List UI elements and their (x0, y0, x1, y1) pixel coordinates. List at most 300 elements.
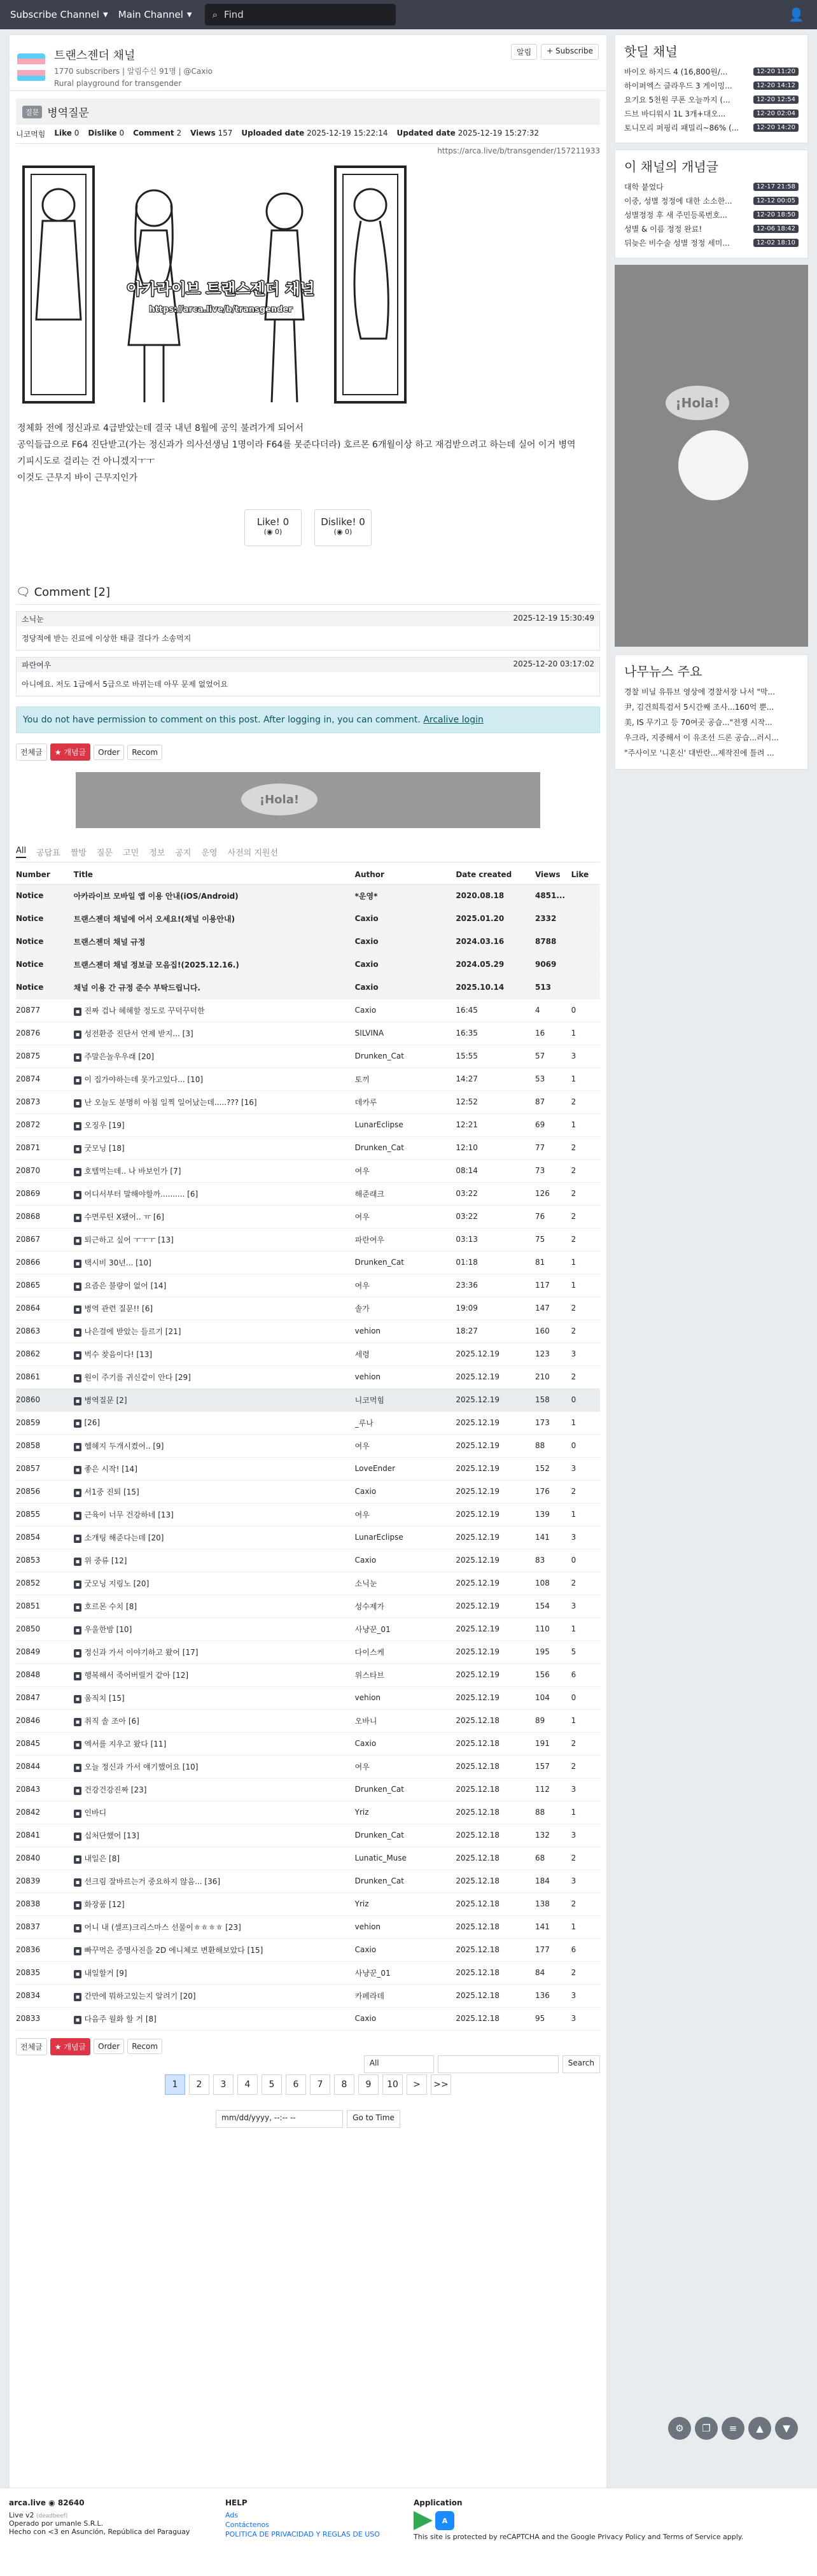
channel-name[interactable]: 트랜스젠더 채널 (54, 49, 136, 62)
footer (0, 2488, 817, 2576)
table-cell: 20854 (16, 1526, 74, 1549)
table-cell[interactable]: ▪ 호르몬 수치 [8] (74, 1594, 355, 1617)
table-cell[interactable]: ▪ 행복해서 죽어버릴거 같아 [12] (74, 1663, 355, 1686)
tab-1[interactable]: 공답표 (36, 848, 60, 858)
table-row[interactable] (16, 1480, 600, 1503)
table-row[interactable] (16, 1663, 600, 1686)
footer-link-contact[interactable]: Contáctenos (225, 2521, 269, 2529)
table-cell[interactable]: *운영* (355, 884, 456, 907)
footer-link-privacy[interactable]: POLITICA DE PRIVACIDAD Y REGLAS DE USO (225, 2530, 380, 2538)
table-cell[interactable]: ▪ 진짜 겁나 헤헤할 정도로 꾸덕꾸덕한 (74, 999, 355, 1022)
table-cell[interactable]: 오바니 (355, 1709, 456, 1732)
table-row[interactable] (16, 1801, 600, 1824)
table-cell[interactable]: LunarEclipse (355, 1526, 456, 1549)
table-row[interactable] (16, 1869, 600, 1892)
list-toolbar-bottom (16, 2038, 600, 2055)
category-badge: ▪ (74, 1328, 82, 1337)
goto-time-button[interactable]: Go to Time (347, 2110, 400, 2128)
sidebar-list-item[interactable] (624, 66, 799, 77)
table-row[interactable] (16, 1320, 600, 1342)
table-cell[interactable]: ▪ 병역 관련 질문!! [6] (74, 1297, 355, 1320)
sidebar-list-item[interactable] (624, 237, 799, 248)
table-row[interactable] (16, 976, 600, 999)
table-cell[interactable]: vehion (355, 1365, 456, 1388)
post-url[interactable]: https://arca.live/b/transgender/157211933 (437, 146, 600, 155)
category-badge: ▪ (74, 1947, 82, 1955)
page-button[interactable]: 2 (189, 2074, 209, 2095)
table-cell[interactable]: ▪ 요즘은 불량이 없어 [14] (74, 1274, 355, 1297)
table-cell: 2025.12.19 (456, 1388, 535, 1411)
table-cell: 141 (535, 1526, 571, 1549)
uploaded-label: Uploaded date (241, 129, 305, 137)
table-cell[interactable]: 여우 (355, 1755, 456, 1778)
table-row[interactable] (16, 1022, 600, 1045)
table-row[interactable] (16, 1594, 600, 1617)
table-cell: 2 (571, 1755, 600, 1778)
table-cell[interactable]: 트랜스젠더 채널에 어서 오세요!(채널 이용안내) (74, 907, 355, 930)
table-cell: 20843 (16, 1778, 74, 1801)
search-scope-select[interactable]: All (364, 2055, 434, 2073)
table-cell[interactable]: ▪ 취직 솔 조아 [6] (74, 1709, 355, 1732)
table-cell[interactable]: Drunken_Cat (355, 1869, 456, 1892)
table-row[interactable] (16, 1457, 600, 1480)
table-row[interactable] (16, 1182, 600, 1205)
table-cell[interactable]: ▪ 택시비 30년... [10] (74, 1251, 355, 1274)
table-cell[interactable]: LunarEclipse (355, 1113, 456, 1136)
user-icon[interactable]: 👤 (788, 7, 804, 22)
table-cell[interactable]: 소닉눈 (355, 1572, 456, 1594)
table-cell: 2025.12.19 (456, 1594, 535, 1617)
table-cell[interactable]: ▪ 내일은 [8] (74, 1847, 355, 1869)
item-title: 토니모리 퍼핑리 패밀리~86% (... (624, 123, 739, 132)
news-item[interactable]: 美, IS 무기고 등 70여곳 공습..."전쟁 시작... (624, 718, 772, 727)
table-cell: 191 (535, 1732, 571, 1755)
page-button[interactable]: 8 (334, 2074, 354, 2095)
table-cell[interactable]: ▪ 퇴근하고 싶어 ㅜㅜㅜ [13] (74, 1228, 355, 1251)
table-row[interactable] (16, 1411, 600, 1434)
table-cell[interactable]: ▪ 정신과 가서 이야기하고 왔어 [17] (74, 1640, 355, 1663)
table-cell: 112 (535, 1778, 571, 1801)
table-cell: 18:27 (456, 1320, 535, 1342)
tab-4[interactable]: 고민 (123, 848, 139, 858)
table-row[interactable] (16, 1503, 600, 1526)
table-row[interactable] (16, 1090, 600, 1113)
settings-icon[interactable]: ⚙ (668, 2417, 691, 2440)
table-row[interactable] (16, 1342, 600, 1365)
tab-0[interactable]: All (16, 846, 26, 858)
sidebar-list-item[interactable] (624, 223, 799, 234)
table-cell[interactable]: ▪ 선크림 잘바르는거 중요하지 않음... [36] (74, 1869, 355, 1892)
recom-select[interactable]: Recom (127, 745, 162, 760)
table-cell[interactable]: Caxio (355, 1938, 456, 1961)
table-cell: 20866 (16, 1251, 74, 1274)
alarm-button[interactable]: 알림 (511, 44, 537, 60)
table-cell[interactable]: ▪ 오징우 [19] (74, 1113, 355, 1136)
table-cell[interactable]: ▪ 주말은놀우우래 [20] (74, 1045, 355, 1067)
table-row[interactable] (16, 2007, 600, 2030)
footer-logo[interactable]: arca.live (9, 2498, 46, 2507)
table-cell: 136 (535, 1984, 571, 2007)
table-cell[interactable]: ▪ 이 집가야하는데 못가고있다... [10] (74, 1067, 355, 1090)
column-header: Like (571, 865, 600, 884)
news-item[interactable]: "주사이모 '니혼신' 대반란...제작진에 틀려 ... (624, 749, 774, 757)
sidebar-list-item[interactable] (624, 195, 799, 206)
table-cell[interactable]: ▪ 엑서를 지우고 왔다 [11] (74, 1732, 355, 1755)
date-input[interactable]: mm/dd/yyyy, --:-- -- (216, 2110, 343, 2128)
table-cell[interactable]: 아카라이브 모바일 앱 이용 안내(iOS/Android) (74, 884, 355, 907)
table-cell[interactable]: ▪ 우울한밤 [10] (74, 1617, 355, 1640)
table-cell: 2 (571, 1572, 600, 1594)
table-cell: 4851... (535, 884, 571, 907)
tab-3[interactable]: 질문 (96, 848, 113, 858)
table-cell[interactable]: vehion (355, 1915, 456, 1938)
table-row[interactable] (16, 1847, 600, 1869)
table-cell[interactable]: ▪ 인바디 (74, 1801, 355, 1824)
concept-title[interactable]: 이 채널의 개념글 (624, 159, 718, 174)
sidebar-list-item[interactable] (624, 94, 799, 105)
table-cell[interactable]: Drunken_Cat (355, 1824, 456, 1847)
table-cell[interactable]: Caxio (355, 1480, 456, 1503)
table-cell[interactable]: 위스타브 (355, 1663, 456, 1686)
table-cell[interactable]: Yriz (355, 1801, 456, 1824)
hotdeal-box (615, 34, 808, 143)
item-time: 12-12 00:05 (753, 197, 799, 205)
table-cell[interactable]: ▪ 성전환증 진단서 언제 받지... [3] (74, 1022, 355, 1045)
tab-7[interactable]: 운영 (201, 848, 218, 858)
table-row[interactable] (16, 1067, 600, 1090)
table-cell: 20855 (16, 1503, 74, 1526)
comment-author[interactable]: 파란여우 (22, 661, 52, 670)
table-cell[interactable]: 파란여우 (355, 1228, 456, 1251)
google-play-icon[interactable] (414, 2511, 433, 2530)
table-cell[interactable]: vehion (355, 1320, 456, 1342)
table-row[interactable] (16, 1251, 600, 1274)
table-row[interactable] (16, 1113, 600, 1136)
page-button[interactable]: 3 (213, 2074, 234, 2095)
table-cell[interactable]: ▪ 호텔먹는데.. 나 바보인가 [7] (74, 1159, 355, 1182)
hotdeal-title[interactable]: 핫딜 채널 (624, 44, 678, 59)
table-cell: 2025.12.19 (456, 1617, 535, 1640)
table-cell[interactable]: 여우 (355, 1159, 456, 1182)
main-channel-menu[interactable] (118, 9, 192, 20)
table-cell[interactable]: Drunken_Cat (355, 1251, 456, 1274)
table-cell: 2 (571, 1892, 600, 1915)
table-row[interactable] (16, 1640, 600, 1663)
table-cell: 2024.05.29 (456, 953, 535, 976)
page-button[interactable]: 10 (382, 2074, 403, 2095)
table-cell: 139 (535, 1503, 571, 1526)
scroll-up-icon[interactable]: ▲ (748, 2417, 771, 2440)
news-item[interactable]: 尹, 김건희특검서 5시간째 조사...160억 뿐... (624, 703, 774, 712)
table-row[interactable] (16, 1778, 600, 1801)
item-title: 요기요 5천원 쿠폰 오늘까지 (... (624, 95, 730, 104)
table-cell: 69 (535, 1113, 571, 1136)
table-row[interactable] (16, 1297, 600, 1320)
table-cell: 20859 (16, 1411, 74, 1434)
table-cell[interactable]: 다이스케 (355, 1640, 456, 1663)
table-row[interactable] (16, 953, 600, 976)
table-cell[interactable]: Caxio (355, 999, 456, 1022)
table-cell[interactable]: ▪ 위 중류 [12] (74, 1549, 355, 1572)
table-row[interactable] (16, 1686, 600, 1709)
table-cell: 160 (535, 1320, 571, 1342)
all-posts-button[interactable]: 전체글 (16, 2038, 47, 2055)
table-row[interactable] (16, 1755, 600, 1778)
tab-8[interactable]: 사전의 지원선 (227, 848, 279, 858)
copy-icon[interactable]: ❐ (695, 2417, 718, 2440)
like-button[interactable] (244, 509, 302, 546)
search-input[interactable] (205, 4, 396, 25)
table-cell[interactable]: 트랜스젠더 채널 규정 (74, 930, 355, 953)
table-cell[interactable]: ▪ 서1중 진퇴 [15] (74, 1480, 355, 1503)
table-cell[interactable]: ▪ 굿모닝 지링노 [20] (74, 1572, 355, 1594)
table-cell[interactable]: Caxio (355, 976, 456, 999)
app-store-icon[interactable]: A (435, 2511, 454, 2530)
page-button[interactable]: 7 (310, 2074, 330, 2095)
table-cell[interactable]: ▪ 소개팅 해준다는데 [20] (74, 1526, 355, 1549)
dislike-button[interactable] (314, 509, 372, 546)
table-cell[interactable]: ▪ 빠꾸먹은 증명사진을 2D 에니체로 변환해보았다 [15] (74, 1938, 355, 1961)
board-search-input[interactable] (438, 2055, 559, 2073)
table-cell: 76 (535, 1205, 571, 1228)
table-row[interactable] (16, 1892, 600, 1915)
table-cell: 16:45 (456, 999, 535, 1022)
table-cell[interactable]: 세령 (355, 1342, 456, 1365)
table-cell[interactable]: Yriz (355, 1892, 456, 1915)
like-button-label: Like! (256, 516, 280, 528)
table-row[interactable] (16, 1824, 600, 1847)
table-cell[interactable]: 트랜스젠더 채널 정보글 모음집!(2025.12.16.) (74, 953, 355, 976)
table-cell[interactable]: ▪ [26] (74, 1411, 355, 1434)
table-cell[interactable]: ▪ 벅수 찾음이다! [13] (74, 1342, 355, 1365)
table-cell[interactable]: Caxio (355, 907, 456, 930)
order-select[interactable]: Order (94, 2039, 124, 2054)
table-cell[interactable]: Drunken_Cat (355, 1045, 456, 1067)
table-cell[interactable]: 사냥꾼_01 (355, 1617, 456, 1640)
main-content (9, 34, 607, 2498)
page-button[interactable]: 6 (286, 2074, 306, 2095)
tab-5[interactable]: 정보 (149, 848, 165, 858)
board-search-button[interactable]: Search (562, 2055, 600, 2073)
table-row[interactable] (16, 1549, 600, 1572)
best-posts-button[interactable]: ★ 개념글 (50, 2038, 90, 2055)
table-cell[interactable]: 여우 (355, 1274, 456, 1297)
table-cell[interactable]: ▪ 원이 주기를 귀신같이 안다 [29] (74, 1365, 355, 1388)
table-cell[interactable]: 토끼 (355, 1067, 456, 1090)
table-cell: 20857 (16, 1457, 74, 1480)
sidebar-list-item[interactable] (624, 181, 799, 192)
table-cell: 3 (571, 1342, 600, 1365)
table-row[interactable] (16, 1984, 600, 2007)
like-button-sub: (◉ 0) (263, 528, 283, 536)
page-next-button[interactable]: > (407, 2074, 427, 2095)
dislike-count: 0 (119, 129, 125, 137)
table-cell: 1 (571, 1411, 600, 1434)
sidebar-list-item[interactable] (624, 209, 799, 220)
table-cell: 2025.12.19 (456, 1686, 535, 1709)
table-row[interactable] (16, 1617, 600, 1640)
views-count: 157 (218, 129, 233, 137)
like-count: 0 (74, 129, 80, 137)
subscribe-channel-label: Subscribe Channel (10, 9, 100, 20)
tab-2[interactable]: 짤방 (70, 848, 87, 858)
table-cell[interactable]: ▪ 움직치 [15] (74, 1686, 355, 1709)
table-cell[interactable]: ▪ 병역질문 [2] (74, 1388, 355, 1411)
table-cell[interactable]: ▪ 좋은 시작! [14] (74, 1457, 355, 1480)
table-row[interactable] (16, 907, 600, 930)
table-row[interactable] (16, 1045, 600, 1067)
table-cell: 4 (535, 999, 571, 1022)
table-cell[interactable]: ▪ 난 오늘도 분명히 아침 일찍 일어났는데.....??? [16] (74, 1090, 355, 1113)
table-cell[interactable]: ▪ 수면루틴 X됐어.. ㅠ [6] (74, 1205, 355, 1228)
ad-banner[interactable] (76, 772, 540, 828)
table-cell[interactable]: SILVINA (355, 1022, 456, 1045)
table-cell[interactable]: ▪ 근육이 너무 건강하네 [13] (74, 1503, 355, 1526)
table-row[interactable] (16, 930, 600, 953)
table-cell[interactable]: ▪ 오늘 정신과 가서 얘기했어요 [10] (74, 1755, 355, 1778)
table-cell[interactable]: Caxio (355, 953, 456, 976)
category-badge: ▪ (74, 1535, 82, 1543)
footer-link-ads[interactable]: Ads (225, 2511, 239, 2519)
table-cell: 57 (535, 1045, 571, 1067)
category-badge: ▪ (74, 1993, 82, 2001)
table-cell: 2025.12.18 (456, 1869, 535, 1892)
table-cell: 20848 (16, 1663, 74, 1686)
sidebar-ad[interactable] (615, 265, 808, 647)
vote-buttons (10, 509, 606, 546)
table-cell[interactable]: 채널 이용 간 규정 준수 부탁드립니다. (74, 976, 355, 999)
table-cell[interactable]: _루나 (355, 1411, 456, 1434)
table-cell: 20874 (16, 1067, 74, 1090)
all-posts-button[interactable]: 전체글 (16, 743, 47, 761)
table-row[interactable] (16, 1915, 600, 1938)
table-cell[interactable]: ▪ 화장품 [12] (74, 1892, 355, 1915)
table-cell[interactable]: ▪ 다음주 월화 할 거 [8] (74, 2007, 355, 2030)
login-link[interactable]: Arcalive login (423, 715, 484, 725)
table-cell[interactable]: 여우 (355, 1503, 456, 1526)
order-select[interactable]: Order (94, 745, 124, 760)
table-row[interactable] (16, 1572, 600, 1594)
table-cell[interactable]: LoveEnder (355, 1457, 456, 1480)
sidebar-list-item[interactable] (624, 122, 799, 133)
category-badge: ▪ (74, 1764, 82, 1772)
table-cell[interactable]: ▪ 굿모닝 [18] (74, 1136, 355, 1159)
table-row[interactable] (16, 1938, 600, 1961)
table-cell[interactable]: Drunken_Cat (355, 1778, 456, 1801)
news-item[interactable]: 경찰 비닐 유튜브 영상에 경찰서장 나서 "막... (624, 687, 775, 696)
table-row[interactable] (16, 884, 600, 907)
table-cell[interactable]: 여우 (355, 1205, 456, 1228)
table-cell: 03:13 (456, 1228, 535, 1251)
table-cell[interactable]: 해준래크 (355, 1182, 456, 1205)
table-cell[interactable]: Drunken_Cat (355, 1136, 456, 1159)
table-row[interactable] (16, 1274, 600, 1297)
chevron-down-icon: ▼ (186, 11, 192, 18)
table-cell[interactable]: ▪ 헬헤지 두개시켰어.. [9] (74, 1434, 355, 1457)
page-last-button[interactable]: >> (431, 2074, 451, 2095)
table-cell[interactable]: 솔가 (355, 1297, 456, 1320)
table-row[interactable] (16, 1365, 600, 1388)
table-cell[interactable]: 사냥꾼_01 (355, 1961, 456, 1984)
page-button[interactable]: 4 (237, 2074, 258, 2095)
table-cell[interactable]: 카페라데 (355, 1984, 456, 2007)
table-row[interactable] (16, 1228, 600, 1251)
table-cell: 158 (535, 1388, 571, 1411)
table-cell: 77 (535, 1136, 571, 1159)
table-cell[interactable]: Lunatic_Muse (355, 1847, 456, 1869)
subscribe-button[interactable]: + Subscribe (541, 44, 599, 60)
table-cell[interactable]: Caxio (355, 1549, 456, 1572)
table-row[interactable] (16, 1434, 600, 1457)
table-row[interactable] (16, 1388, 600, 1411)
category-badge: ▪ (74, 1168, 82, 1176)
table-row[interactable] (16, 1159, 600, 1182)
table-cell (571, 953, 600, 976)
category-tabs (16, 846, 600, 862)
table-row[interactable] (16, 1961, 600, 1984)
table-cell[interactable]: 성수제가 (355, 1594, 456, 1617)
best-posts-button[interactable]: ★ 개념글 (50, 743, 90, 761)
table-cell[interactable]: ▪ 어니 내 (셀프)크리스마스 선물이ㅎㅎㅎㅎ [23] (74, 1915, 355, 1938)
table-row[interactable] (16, 999, 600, 1022)
concept-box (615, 150, 808, 258)
table-cell: Notice (16, 976, 74, 999)
table-cell: 20856 (16, 1480, 74, 1503)
table-cell[interactable]: ▪ 내일할거 [9] (74, 1961, 355, 1984)
notice-text: You do not have permission to comment on this post. After logging in, you can comment. (23, 715, 421, 725)
table-cell[interactable]: 여우 (355, 1434, 456, 1457)
news-item[interactable]: 우크라, 지중해서 이 유조선 드론 공습...러시... (624, 733, 779, 742)
table-cell: 20852 (16, 1572, 74, 1594)
tab-6[interactable]: 공지 (175, 848, 192, 858)
table-row[interactable] (16, 1709, 600, 1732)
table-cell[interactable]: ▪ 나은걸에 받았는 들르기 [21] (74, 1320, 355, 1342)
table-cell[interactable]: ▪ 건강건강진짜 [23] (74, 1778, 355, 1801)
table-cell[interactable]: ▪ 십처단했어 [13] (74, 1824, 355, 1847)
page-button[interactable]: 9 (358, 2074, 379, 2095)
page-button[interactable]: 5 (262, 2074, 282, 2095)
table-row[interactable] (16, 1526, 600, 1549)
table-cell: 1 (571, 1067, 600, 1090)
table-cell[interactable]: Caxio (355, 930, 456, 953)
comment-author[interactable]: 소닉눈 (22, 615, 44, 624)
table-cell[interactable]: Caxio (355, 1732, 456, 1755)
table-cell[interactable]: ▪ 어디서부터 말해야할까.......... [6] (74, 1182, 355, 1205)
list-icon[interactable]: ≡ (722, 2417, 744, 2440)
table-cell[interactable]: vehion (355, 1686, 456, 1709)
table-cell: 2 (571, 1365, 600, 1388)
table-cell[interactable]: Caxio (355, 2007, 456, 2030)
category-badge: ▪ (74, 1672, 82, 1680)
table-cell[interactable]: 니코먹힘 (355, 1388, 456, 1411)
recom-select[interactable]: Recom (127, 2039, 162, 2054)
subscribe-channel-menu[interactable] (10, 9, 108, 20)
table-row[interactable] (16, 1136, 600, 1159)
visit-icon: ◉ (48, 2498, 55, 2507)
scroll-down-icon[interactable]: ▼ (775, 2417, 798, 2440)
sidebar-list-item[interactable] (624, 108, 799, 119)
table-row[interactable] (16, 1732, 600, 1755)
sidebar-list-item[interactable] (624, 80, 799, 91)
table-cell: 53 (535, 1067, 571, 1090)
category-badge: ▪ (74, 2016, 82, 2024)
table-cell[interactable]: ▪ 간만에 뭐하고있는지 알려기 [20] (74, 1984, 355, 2007)
category-badge: ▪ (74, 1099, 82, 1108)
post-author[interactable]: 니코먹힘 (16, 130, 46, 139)
table-row[interactable] (16, 1205, 600, 1228)
table-cell[interactable]: 데카루 (355, 1090, 456, 1113)
page-button[interactable]: 1 (165, 2074, 185, 2095)
